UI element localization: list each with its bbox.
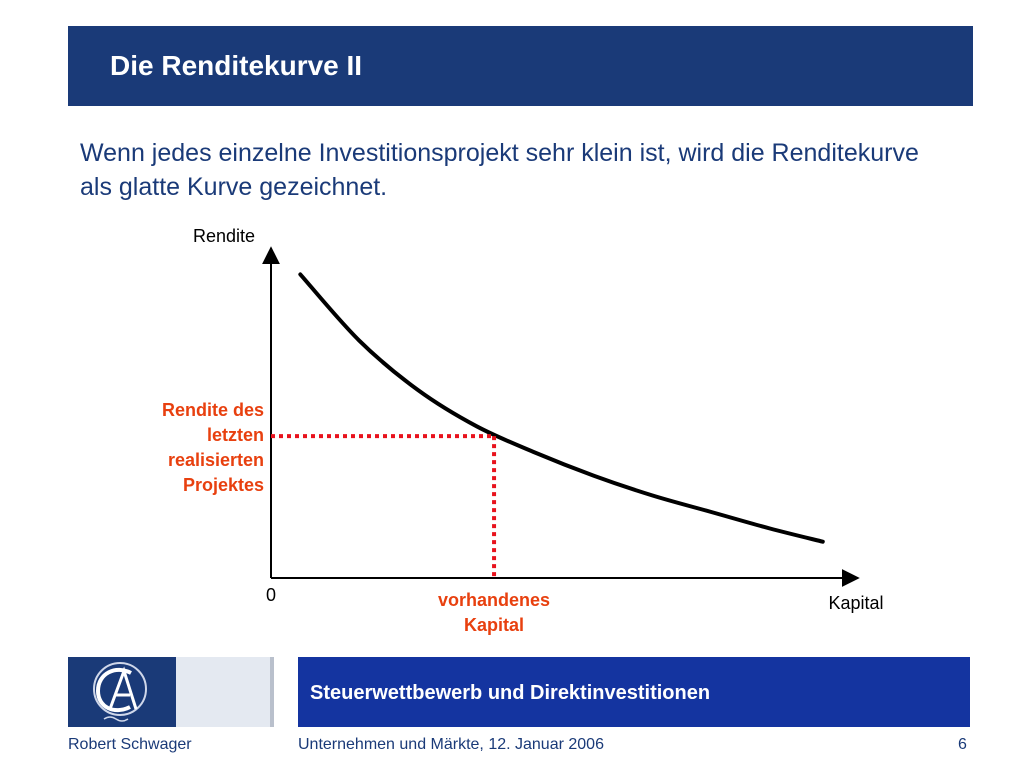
university-logo xyxy=(68,657,176,727)
logo-strip xyxy=(176,657,272,727)
logo-divider xyxy=(270,657,274,727)
footer-event: Unternehmen und Märkte, 12. Januar 2006 xyxy=(298,736,604,753)
marked-kapital-label-line: Kapital xyxy=(464,615,525,635)
marked-rendite-label-line: Projektes xyxy=(182,475,264,495)
marked-kapital-label xyxy=(438,590,550,635)
slide-title: Die Renditekurve II xyxy=(110,50,363,81)
renditekurve-line xyxy=(300,274,822,541)
marked-rendite-label xyxy=(162,400,264,495)
x-axis-label: Kapital xyxy=(828,593,884,613)
footer-banner xyxy=(298,657,970,727)
footer-page-number: 6 xyxy=(958,736,967,753)
marked-kapital-label-line: vorhandenes xyxy=(438,590,551,610)
intro-text: Wenn jedes einzelne Investitionsprojekt sehr klein ist, wird die Renditekurve als glatte Kurve gezeichnet. xyxy=(80,139,919,201)
marked-rendite-label-line: letzten xyxy=(206,425,264,445)
footer-author: Robert Schwager xyxy=(68,736,192,753)
marked-rendite-label-line: Rendite des xyxy=(161,400,264,420)
marked-rendite-label-line: realisierten xyxy=(167,450,264,470)
origin-label: 0 xyxy=(265,585,277,605)
y-axis-label: Rendite xyxy=(192,226,256,246)
footer-banner-title: Steuerwettbewerb und Direktinvestitionen xyxy=(310,682,711,704)
university-seal-icon xyxy=(68,657,176,727)
